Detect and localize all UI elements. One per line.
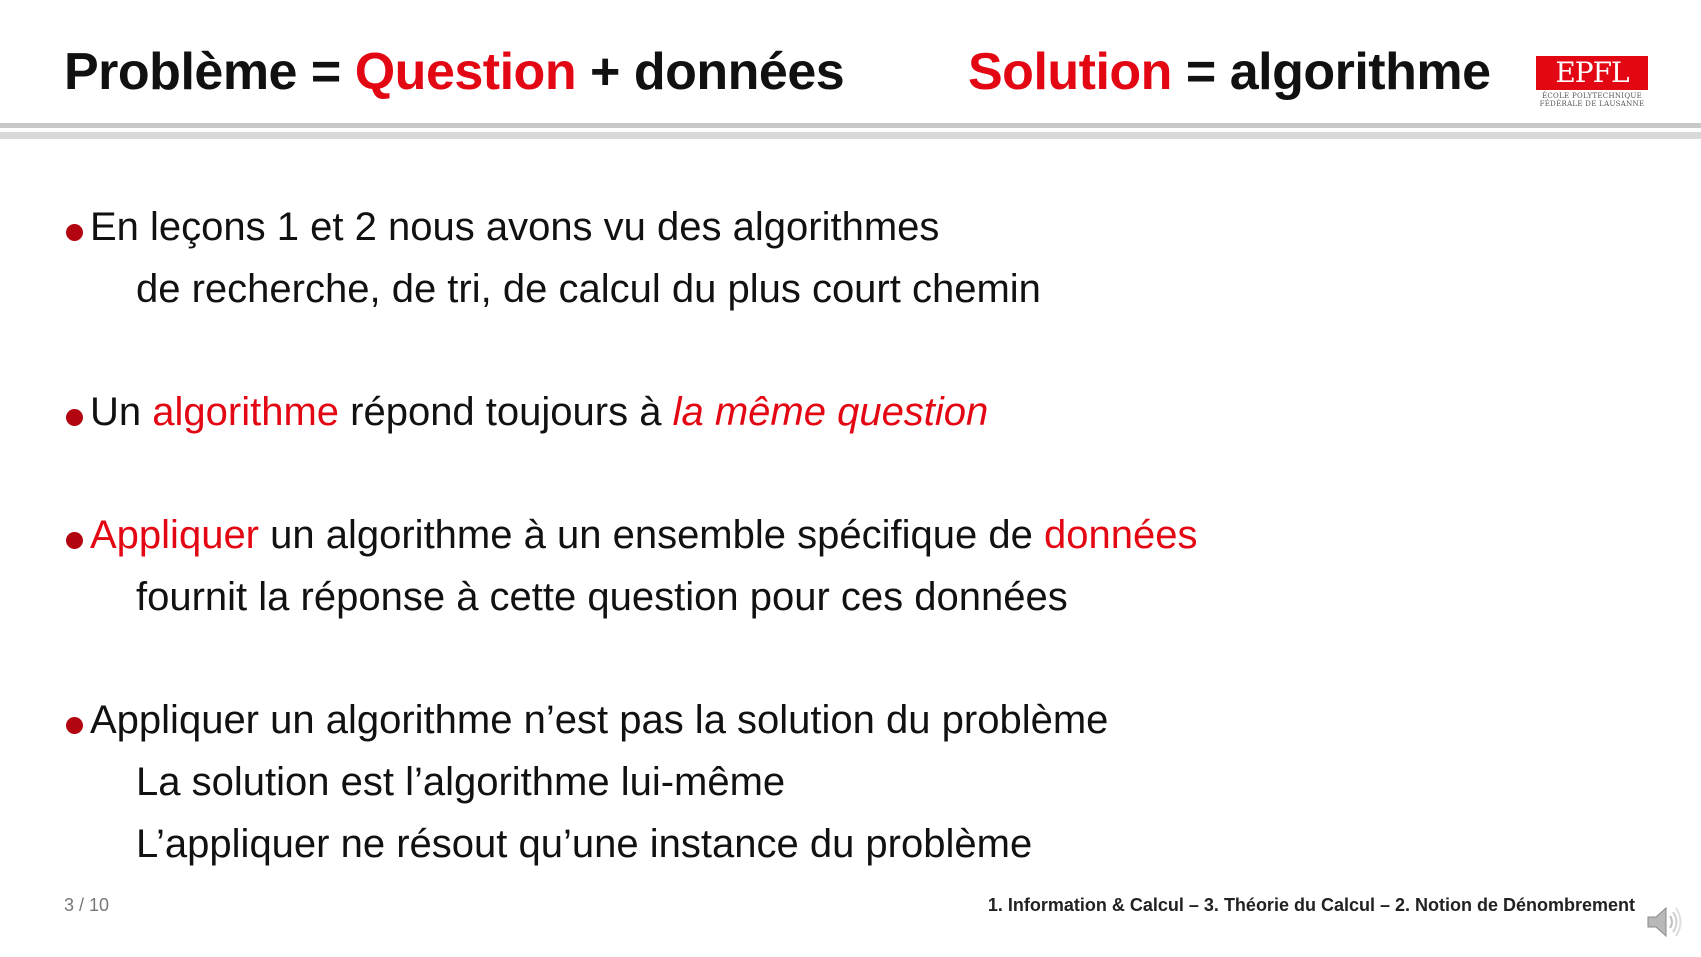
bullet-2-algorithme: algorithme [152, 390, 340, 434]
bullet-4 [64, 689, 1664, 751]
header-rule-bottom [0, 132, 1701, 139]
epfl-logo-line2: FÉDÉRALE DE LAUSANNE [1539, 100, 1645, 108]
title-problem [64, 42, 844, 102]
bullet-3-appliquer: Appliquer [90, 513, 260, 557]
bullet-dot [66, 532, 83, 549]
bullet-3-mid: un algorithme à un ensemble spécifique de [259, 513, 1044, 557]
page-number: 3 / 10 [64, 895, 110, 915]
speaker-icon[interactable] [1644, 902, 1684, 942]
epfl-logo-subtitle [1536, 92, 1648, 108]
slide-title [0, 42, 1701, 122]
bullet-4-sub-2: L’appliquer ne résout qu’une instance du problème [136, 822, 1033, 866]
title-question-word: Question [354, 43, 577, 101]
epfl-logo-line1: ÉCOLE POLYTECHNIQUE [1541, 92, 1643, 100]
epfl-logo [1536, 56, 1648, 108]
bullet-2-mid: répond toujours à [339, 390, 673, 434]
bullet-3 [64, 504, 1664, 566]
bullet-1-sub-1: de recherche, de tri, de calcul du plus court chemin [136, 267, 1041, 311]
title-equals-algo: = algorithme [1171, 43, 1491, 101]
slide-content [64, 196, 1664, 875]
bullet-dot [66, 717, 83, 734]
bullet-1-text: En leçons 1 et 2 nous avons vu des algorithmes [90, 205, 940, 249]
title-solution-word: Solution [968, 43, 1172, 101]
header-rule-top [0, 123, 1701, 128]
bullet-dot [66, 409, 83, 426]
bullet-dot [66, 224, 83, 241]
title-problem-word: Problème = [64, 43, 355, 101]
bullet-4-text: Appliquer un algorithme n’est pas la solution du problème [90, 698, 1109, 742]
bullet-1 [64, 196, 1664, 258]
bullet-3-sub-1: fournit la réponse à cette question pour ces données [136, 575, 1068, 619]
bullet-2-same-question: la même question [672, 390, 989, 434]
bullet-2 [64, 381, 1664, 443]
title-plus-data: + données [576, 43, 845, 101]
course-footer: 1. Information & Calcul – 3. Théorie du Calcul – 2. Notion de Dénombrement [987, 895, 1635, 915]
bullet-4-sub-1: La solution est l’algorithme lui-même [136, 760, 786, 804]
title-solution [968, 42, 1491, 102]
bullet-3-donnees: données [1043, 513, 1198, 557]
bullet-2-pre: Un [90, 390, 153, 434]
epfl-logo-mark: EPFL [1536, 56, 1648, 90]
